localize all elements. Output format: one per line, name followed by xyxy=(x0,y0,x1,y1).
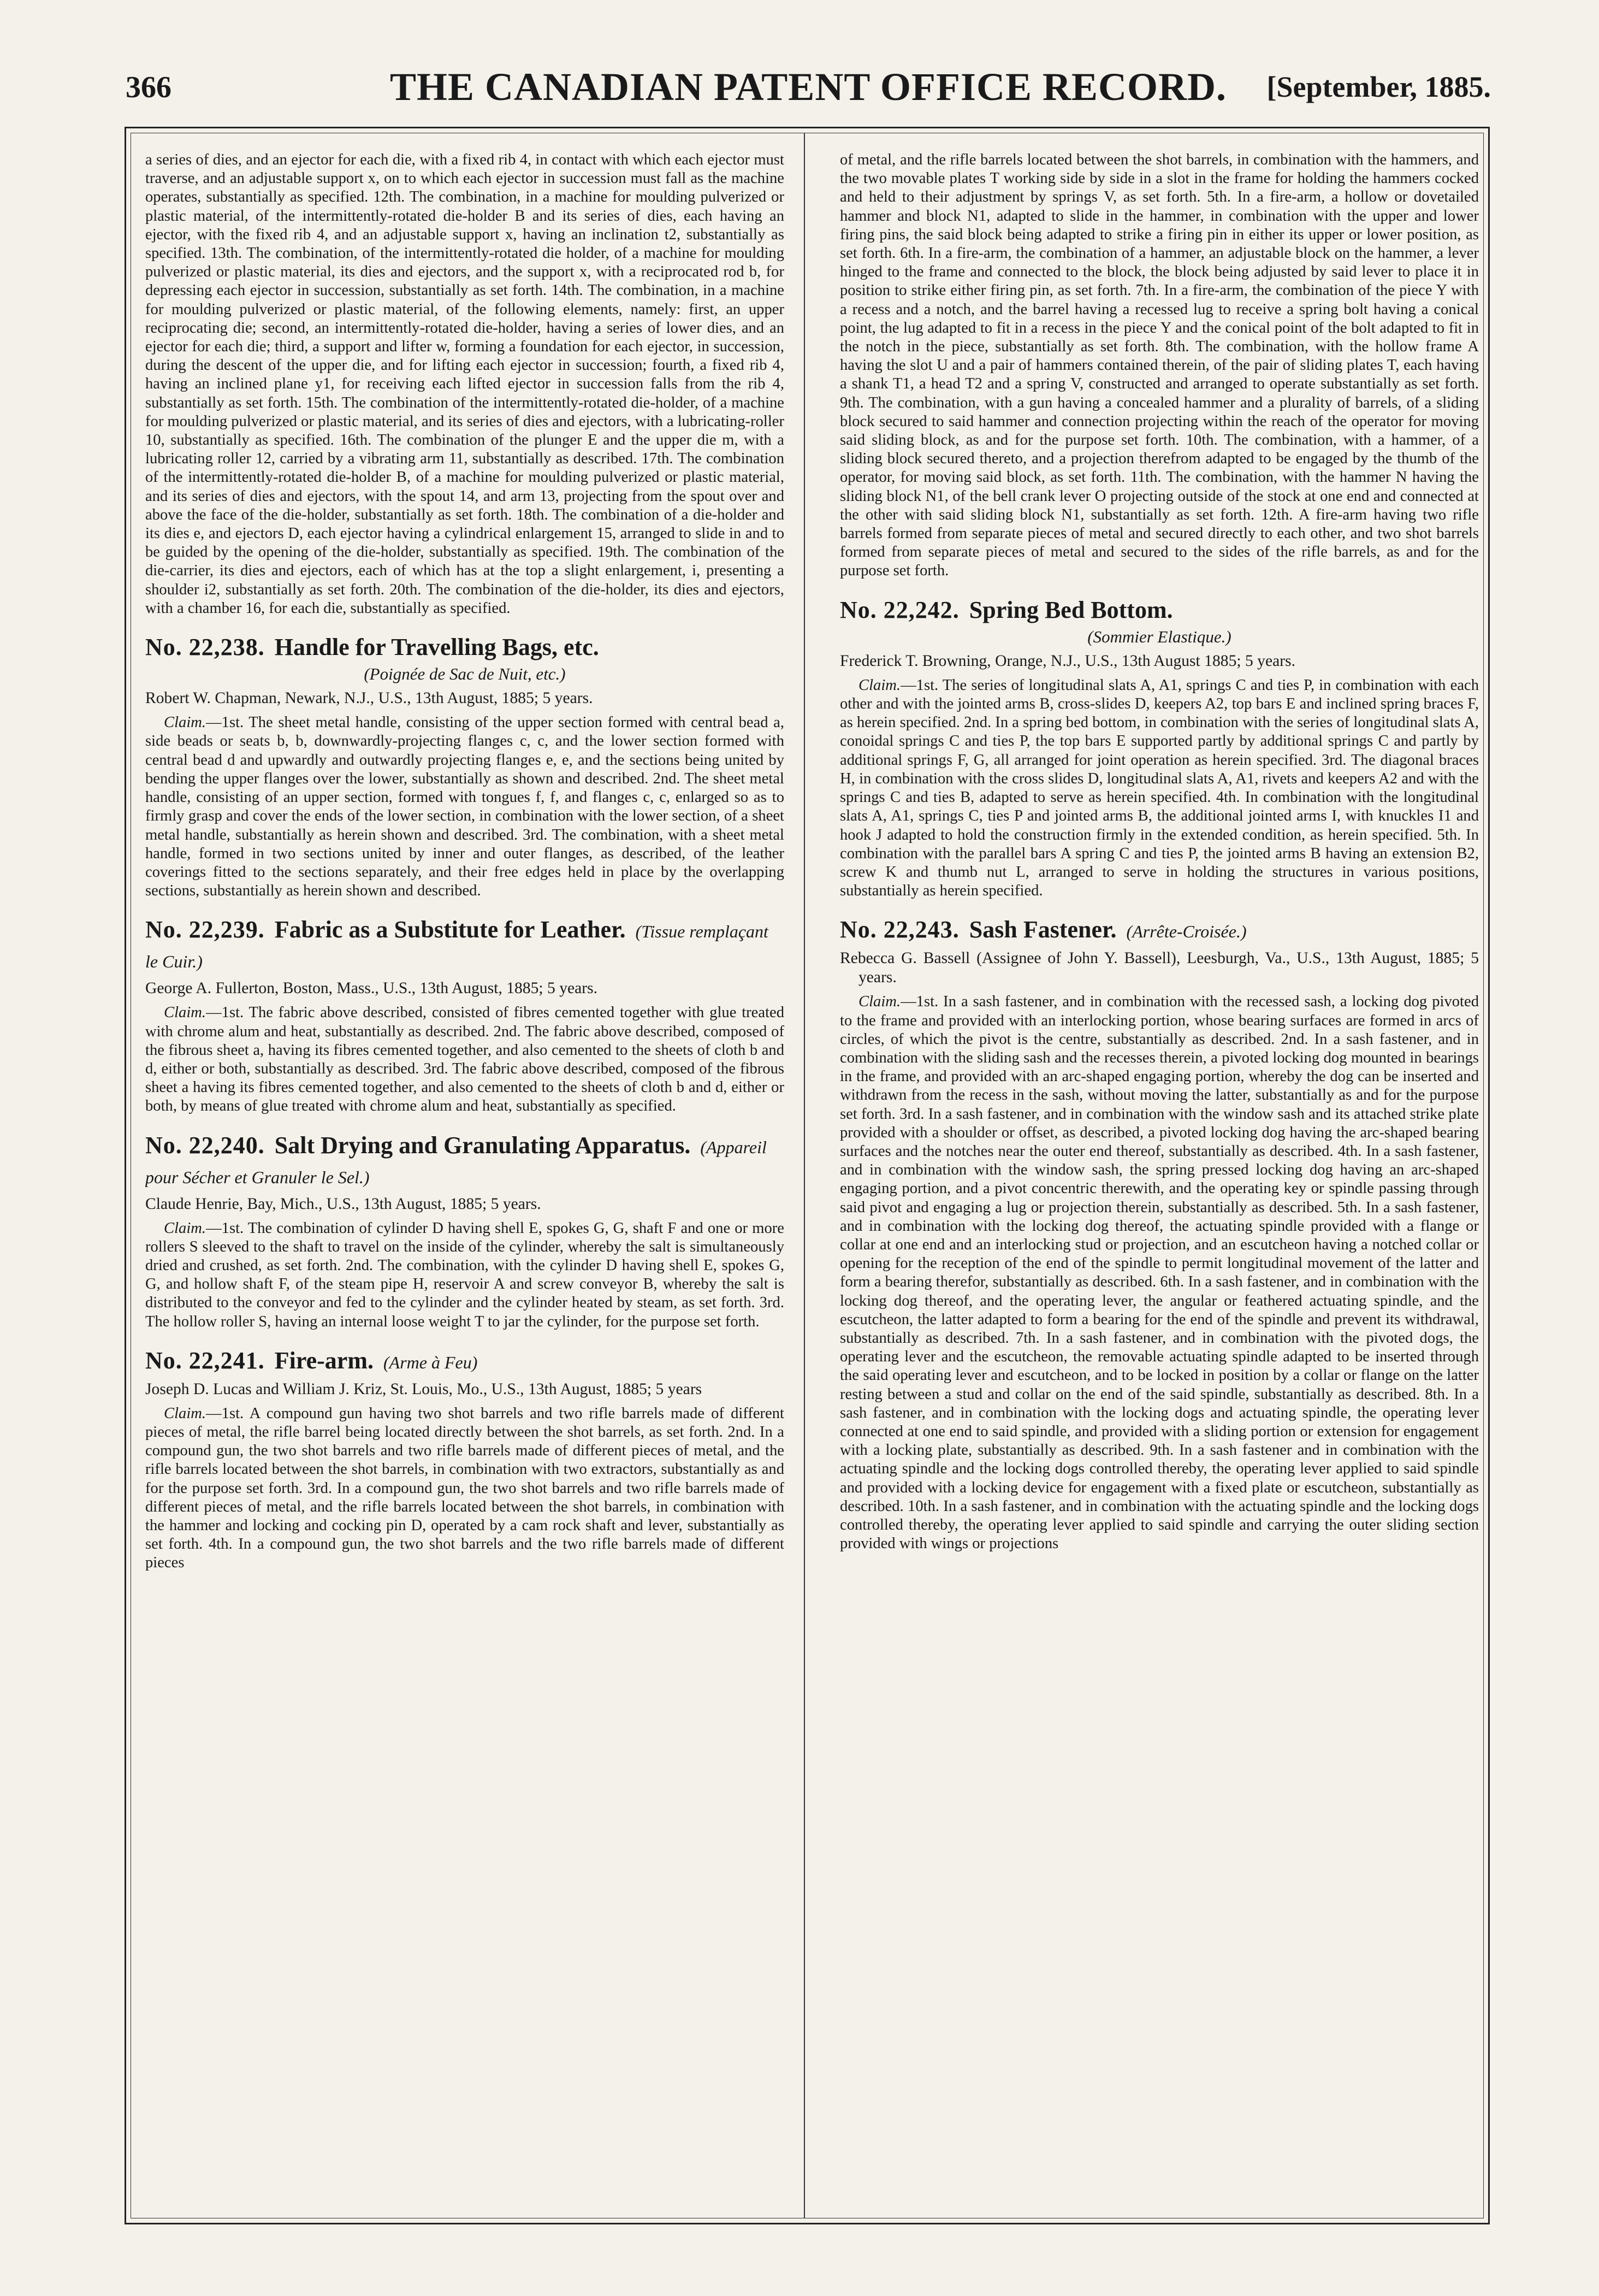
patent-title: Sash Fastener. xyxy=(969,916,1117,943)
claim-text xyxy=(145,713,784,900)
continued-claims: of metal, and the rifle barrels located between the shot barrels, in combination with the hammers, and the two movable plates T working side by side in a slot in the frame for holding the hammers cocked and held to their adjustment by springs V, as set forth. 5th. In a fire-arm, a hollow or dovetailed hammer and block N1, adapted to slide in the hammer, in combination with the upper and lower firing pins, the said block being adapted to strike a firing pin in either its upper or lower position, as set forth. 6th. In a fire-arm, the combination of a hammer, an adjustable block on the hammer, a lever hinged to the frame and connected to the block, the block being adjusted by said lever to place it in position to strike either firing pin, as set forth. 7th. In a fire-arm, the combination of the piece Y with a recess and a notch, and the barrel having a recessed lug to receive a spring bolt having a conical point, the lug adapted to fit in a recess in the piece Y and the conical point of the bolt adapted to fit in the notch in the piece, substantially as set forth. 8th. The combination, with the hollow frame A having the slot U and a pair of hammers contained therein, of the pair of sliding plates T, each having a shank T1, a head T2 and a spring V, constructed and arranged to operate substantially as set forth. 9th. The combination, with a gun having a concealed hammer and a plurality of barrels, of a sliding block secured to said hammer and connection projecting within the reach of the operator for moving said sliding block, as and for the purpose set forth. 10th. The combination, with a hammer, of a sliding block secured thereto, and a projection therefrom adapted to be engaged by the thumb of the operator, for moving said block, as set forth. 11th. The combination, with the hammer N having the sliding block N1, of the bell crank lever O projecting outside of the stock at one end and connected at the other with said sliding block N1, substantially as set forth. 12th. A fire-arm having two rifle barrels formed from separate pieces of metal and secured directly to each other, and two shot barrels formed from separate pieces of metal and secured to the sides of the rifle barrels, as and for the purpose set forth. xyxy=(840,151,1479,580)
right-column xyxy=(840,151,1479,2196)
inventor-line: Robert W. Chapman, Newark, N.J., U.S., 13th August, 1885; 5 years. xyxy=(145,689,593,707)
continued-claims: a series of dies, and an ejector for each die, with a fixed rib 4, in contact with which each ejector must traverse, and an adjustable support x, on to which each ejector in succession must fall as the machine operates, substantially as specified. 12th. The combination, in a machine for moulding pulverized or plastic material, of the intermittently-rotated die-holder B and its series of dies, each having an ejector, with the fixed rib 4, and an adjustable support x, having an inclination t2, substantially as specified. 13th. The combination, of the intermittently-rotated die holder, of a machine for moulding pulverized or plastic material, its dies and ejectors, and the support x, with a reciprocated rod b, for depressing each ejector in succession, substantially as set forth. 14th. The combination, in a machine for moulding pulverized or plastic material, of the following elements, namely: first, an upper reciprocating die; second, an intermittently-rotated die-holder, having a series of lower dies, and an ejector for each die; third, a support and lifter w, forming a foundation for each ejector, in succession, during the descent of the upper die, and for lifting each ejector in succession; fourth, a fixed rib 4, having an inclined plane y1, for receiving each lifted ejector in succession falls from the rib 4, substantially as set forth. 15th. The combination of the intermittently-rotated die-holder, of a machine for moulding pulverized or plastic material, and its series of dies and ejectors, with a lubricating-roller 10, substantially as specified. 16th. The combination of the plunger E and the upper die m, with a lubricating roller 12, carried by a vibrating arm 11, substantially as described. 17th. The combination of the intermittently-rotated die-holder B, of a machine for moulding pulverized or plastic material, and its series of dies and ejectors, with the spout 14, and arm 13, projecting from the spout over and above the face of the die-holder, substantially as set forth. 18th. The combination of a die-holder and its dies e, and ejectors D, each ejector having a cylindrical enlargement 15, arranged to slide in and to be guided by the opening of the die-holder, substantially as specified. 19th. The combination of the die-carrier, its dies and ejectors, each of which has at the top a slight enlargement, i, presenting a shoulder i2, substantially as set forth. 20th. The combination of the die-holder, its dies and ejectors, with a chamber 16, for each die, substantially as specified. xyxy=(145,151,784,617)
claim-text xyxy=(840,676,1479,900)
claim-body: —1st. The series of longitudinal slats A, A1, springs C and ties P, in combination with each other and with the jointed arms B, cross-slides D, keepers A2, top bars E and inclined spring braces F, as herein specified. 2nd. In a spring bed bottom, in combination with the series of longitudinal slats A, conoidal springs C and ties P, the top bars E supported partly by additional springs C and partly by additional springs F, G, all arranged for joint operation as herein specified. 3rd. The diagonal braces H, in combination with the cross slides D, longitudinal slats A, A1, rivets and keepers A2 and with the springs C and ties B, adapted to serve as herein specified. 4th. In combination with the longitudinal slats A, A1, springs C, ties P and jointed arms B, the additional jointed arms I, with knuckles I1 and hook J adapted to hold the construction firmly in the extended condition, as herein specified. 5th. In combination with the parallel bars A spring C and ties P, the jointed arms B having an extension B2, screw K and thumb nut L, arranged to serve in holding the structures in various positions, substantially as herein specified. xyxy=(840,676,1479,900)
claim-label: Claim. xyxy=(164,1404,206,1422)
left-column xyxy=(145,151,784,2196)
inventor-line: Rebecca G. Bassell (Assignee of John Y. Bassell), Leesburgh, Va., U.S., 13th August, 1885; 5 years. xyxy=(840,949,1479,987)
page-frame xyxy=(125,127,1490,2224)
claim-text xyxy=(145,1004,784,1115)
patent-entry-22239 xyxy=(145,916,784,1115)
page-number: 366 xyxy=(126,70,171,104)
issue-date: [September, 1885. xyxy=(1266,70,1491,103)
patent-title: Salt Drying and Granulating Apparatus. xyxy=(274,1131,691,1159)
inventor-line: Frederick T. Browning, Orange, N.J., U.S., 13th August 1885; 5 years. xyxy=(840,652,1296,670)
claim-text xyxy=(840,993,1479,1553)
patent-title: Fabric as a Substitute for Leather. xyxy=(274,916,626,943)
claim-body: —1st. In a sash fastener, and in combination with the recessed sash, a locking dog pivoted to the frame and provided with an interlocking portion, whose bearing surfaces are formed in arcs of circles, of which the pivot is the centre, substantially as described. 2nd. In a sash fastener, and in combination with the sliding sash and the recesses therein, a pivoted locking dog mounted in bearings in the frame, and provided with an arc-shaped engaging portion, whereby the dog can be inserted and withdrawn from the recess in the sash, without moving the latter, substantially as and for the purpose set forth. 3rd. In a sash fastener, and in combination with the window sash and its attached strike plate provided with a shoulder or offset, as described, a pivoted locking dog having the arc-shaped bearing surfaces and the notches near the outer end thereof, substantially as described. 4th. In a sash fastener, and in combination with the window sash, the spring pressed locking dog having an arc-shaped engaging portion, and a pivot concentric therewith, and the operating key or spindle passing through said pivot and engaging a lug or projection therein, substantially as described. 5th. In a sash fastener, and in combination with the locking dog thereof, the actuating spindle provided with a flange or collar at one end and an interlocking stud or projection, and an escutcheon having a notched collar or opening for the reception of the end of the spindle to permit longitudinal movement of the latter and form a bearing therefor, substantially as described. 6th. In a sash fastener, and in combination with the locking dog thereof, and the operating lever, the angular or feathered actuating spindle, and the escutcheon, the latter adapted to form a bearing for the end of the spindle and prevent its withdrawal, substantially as described. 7th. In a sash fastener, and in combination with the pivoted dogs, the operating lever and the escutcheon, the removable actuating spindle adapted to be inserted through the said operating lever and escutcheon, and to be locked in position by a collar or flange on the latter resting between a stud and collar on the end of the said spindle, substantially as described. 8th. In a sash fastener, and in combination with the locking dogs and actuating spindle, the operating lever connected at one end to said spindle, and provided with a sliding portion or extension for engagement with a locking plate, substantially as described. 9th. In a sash fastener and in combination with the actuating spindle and the locking dogs controlled thereby, the operating lever applied to said spindle and provided with a locking device for engagement with a fixed plate or escutcheon, substantially as described. 10th. In a sash fastener, and in combination with the actuating spindle and the locking dogs controlled thereby, the operating lever applied to said spindle and carrying the outer sliding section provided with wings or projections xyxy=(840,993,1479,1553)
french-title: (Tissue remplaçant le Cuir.) xyxy=(145,922,768,972)
claim-label: Claim. xyxy=(858,676,901,694)
patent-number: No. 22,243. xyxy=(840,916,960,943)
inventor-line: Claude Henrie, Bay, Mich., U.S., 13th August, 1885; 5 years. xyxy=(145,1195,541,1213)
claim-label: Claim. xyxy=(164,1004,206,1022)
patent-entry-22238 xyxy=(145,633,784,900)
entry-heading xyxy=(145,916,784,976)
entry-heading xyxy=(145,1131,784,1191)
patent-number: No. 22,239. xyxy=(145,916,265,943)
patent-number: No. 22,240. xyxy=(145,1131,265,1159)
claim-label: Claim. xyxy=(164,1219,206,1237)
entry-heading xyxy=(840,596,1479,624)
entry-heading xyxy=(145,1347,784,1377)
inventor-line: Joseph D. Lucas and William J. Kriz, St. Louis, Mo., U.S., 13th August, 1885; 5 years xyxy=(145,1380,702,1398)
patent-number: No. 22,238. xyxy=(145,634,265,661)
french-title: (Poignée de Sac de Nuit, etc.) xyxy=(364,664,566,684)
patent-number: No. 22,242. xyxy=(840,596,960,623)
claim-body: —1st. A compound gun having two shot barrels and two rifle barrels made of different pieces of metal, the rifle barrel being located directly between the shot barrels, as set forth. 2nd. In a compound gun, the two shot barrels and two rifle barrels made of different pieces of metal, and the rifle barrels located between the shot barrels, in combination with two extractors, substantially as and for the purpose set forth. 3rd. In a compound gun, the two shot barrels and two rifle barrels made of different pieces of metal, and the rifle barrels located between the shot barrels, in combination with the hammer and locking and cocking pin D, operated by a cam rock shaft and lever, substantially as set forth. 4th. In a compound gun, the two shot barrels and the two rifle barrels made of different pieces xyxy=(145,1404,784,1572)
patent-title: Fire-arm. xyxy=(274,1347,374,1374)
french-title: (Arrête-Croisée.) xyxy=(1126,922,1247,942)
patent-entry-22243 xyxy=(840,916,1479,1553)
patent-entry-22242 xyxy=(840,596,1479,901)
claim-label: Claim. xyxy=(164,714,206,731)
column-divider xyxy=(804,133,805,2218)
claim-body: —1st. The fabric above described, consisted of fibres cemented together with glue treated with chrome alum and heat, substantially as described. 2nd. The fabric above described, composed of the fibrous sheet a, having its fibres cemented together, and also cemented to the sheets of cloth b and d, either or both, substantially as described. 3rd. The fabric above described, composed of the fibrous sheet a having its fibres cemented together, and also cemented to the sheets of cloth b and d, either or both, by means of glue treated with chrome alum and heat, substantially as specified. xyxy=(145,1004,784,1115)
entry-heading xyxy=(145,633,784,662)
patent-entry-22241 xyxy=(145,1347,784,1573)
entry-heading xyxy=(840,916,1479,946)
patent-entry-22240 xyxy=(145,1131,784,1331)
claim-body: —1st. The sheet metal handle, consisting of the upper section formed with central bead a, side beads or seats b, b, downwardly-projecting flanges c, c, and the lower section formed with central bead d and upwardly and outwardly projecting flanges e, e, and the sections being united by bending the upper flanges over the lower, substantially as shown and described. 2nd. The sheet metal handle, consisting of an upper section, formed with tongues f, f, and flanges c, c, enlarged so as to firmly grasp and cover the ends of the lower section, in combination with the lower section, of a sheet metal handle, substantially as herein shown and described. 3rd. The combination, with a sheet metal handle, formed in two sections united by inner and outer flanges, as described, of the leather coverings fitted to the sections separately, and their free edges held in place by the overlapping sections, substantially as herein shown and described. xyxy=(145,714,784,900)
page-frame-inner xyxy=(131,133,1484,2218)
french-title: (Sommier Elastique.) xyxy=(1087,627,1231,646)
patent-number: No. 22,241. xyxy=(145,1347,265,1374)
journal-title: THE CANADIAN PATENT OFFICE RECORD. xyxy=(389,65,1227,109)
inventor-line: George A. Fullerton, Boston, Mass., U.S., 13th August, 1885; 5 years. xyxy=(145,979,598,998)
claim-text xyxy=(145,1219,784,1331)
claim-text xyxy=(145,1404,784,1573)
patent-title: Spring Bed Bottom. xyxy=(969,596,1173,623)
french-title: (Appareil pour Sécher et Granuler le Sel.) xyxy=(145,1137,767,1187)
claim-label: Claim. xyxy=(858,993,901,1011)
french-title: (Arme à Feu) xyxy=(383,1352,478,1372)
page-header xyxy=(126,64,1491,114)
patent-title: Handle for Travelling Bags, etc. xyxy=(274,634,599,661)
claim-body: —1st. The combination of cylinder D having shell E, spokes G, G, shaft F and one or more rollers S sleeved to the shaft to travel on the inside of the cylinder, whereby the salt is simultaneously dried and crushed, as set forth. 2nd. The combination, with the cylinder D having shell E, spokes G, G, and hollow shaft F, of the steam pipe H, reservoir A and screw conveyor B, whereby the salt is distributed to the conveyor and fed to the cylinder and the cylinder heated by steam, as set forth. 3rd. The hollow roller S, having an internal loose weight T to jar the cylinder, for the purpose set forth. xyxy=(145,1219,784,1330)
